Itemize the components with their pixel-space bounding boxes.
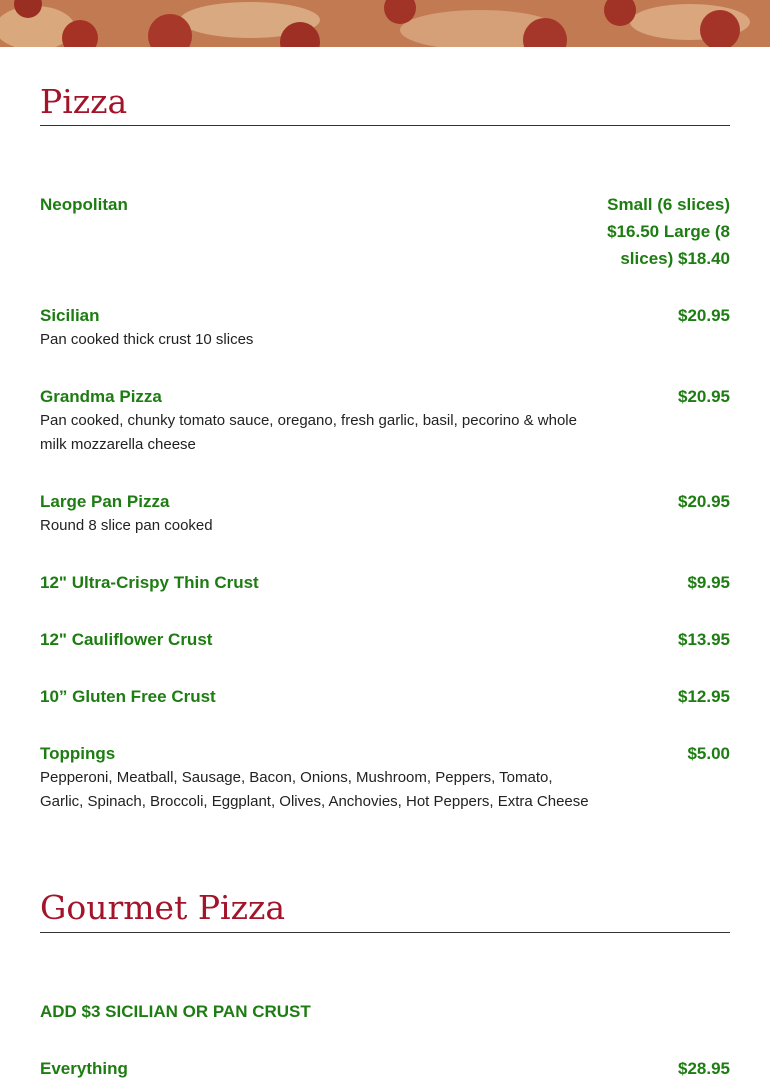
section-divider [40, 125, 730, 126]
section-title-gourmet-pizza: Gourmet Pizza [40, 888, 286, 927]
item-name: Grandma Pizza [40, 387, 162, 406]
pizza-photo-banner [0, 0, 770, 47]
item-name: Neopolitan [40, 195, 128, 214]
item-price: $28.95 [678, 1059, 730, 1078]
item-price: $20.95 [678, 387, 730, 406]
item-name: Toppings [40, 744, 116, 763]
item-name: 10” Gluten Free Crust [40, 687, 216, 706]
item-name: ADD $3 SICILIAN OR PAN CRUST [40, 1002, 311, 1021]
item-name: Everything [40, 1059, 128, 1078]
item-price: $20.95 [678, 492, 730, 511]
pepperoni-pizza-image [0, 0, 770, 47]
item-price: $5.00 [687, 744, 730, 763]
item-name: 12" Cauliflower Crust [40, 630, 213, 649]
section-title-pizza: Pizza [40, 82, 128, 121]
item-price: Small (6 slices) $16.50 Large (8 slices) $18.40 [607, 195, 730, 268]
item-description: Pan cooked thick crust 10 slices [40, 331, 254, 348]
section-divider [40, 932, 730, 933]
item-description: Pepperoni, Meatball, Sausage, Bacon, Onions, Mushroom, Peppers, Tomato, Garlic, Spinach, Broccoli, Eggplant, Olives, Anchovies, Hot Peppers, Extra Cheese [40, 769, 589, 810]
item-name: Sicilian [40, 306, 100, 325]
item-description: Round 8 slice pan cooked [40, 517, 213, 534]
item-price: $13.95 [678, 630, 730, 649]
item-price: $20.95 [678, 306, 730, 325]
item-name: 12" Ultra-Crispy Thin Crust [40, 573, 259, 592]
item-name: Large Pan Pizza [40, 492, 170, 511]
item-price: $12.95 [678, 687, 730, 706]
item-description: Pan cooked, chunky tomato sauce, oregano, fresh garlic, basil, pecorino & whole milk mozzarella cheese [40, 412, 577, 453]
item-price: $9.95 [687, 573, 730, 592]
